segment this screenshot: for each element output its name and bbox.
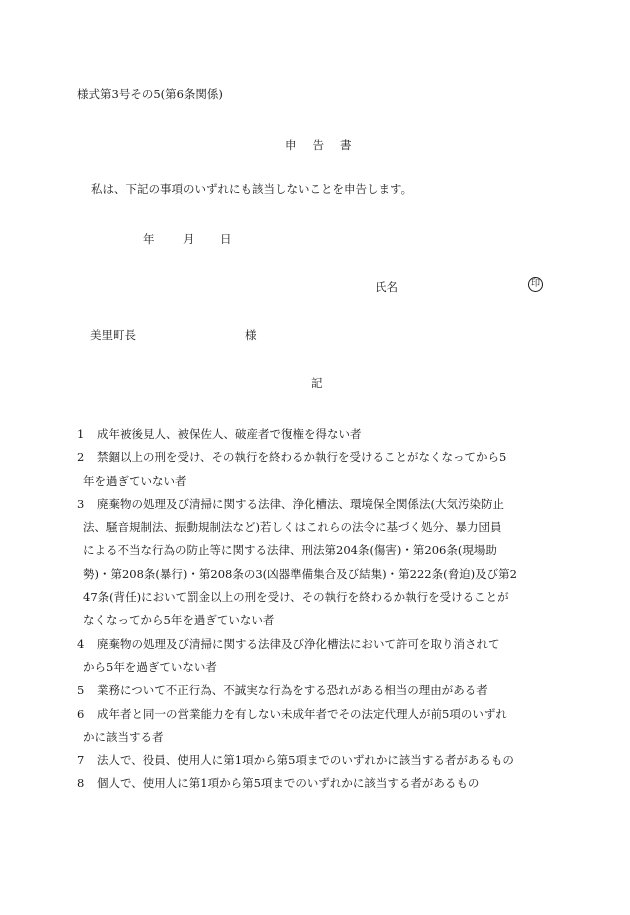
- item-number: 5: [77, 683, 85, 698]
- item-text-line: 年を過ぎていない者: [83, 473, 187, 488]
- addressee: 美里町長: [90, 328, 136, 342]
- item-number: 8: [77, 776, 85, 791]
- item-text-line: 禁錮以上の刑を受け、その執行を終わるか執行を受けることがなくなってから5: [97, 450, 507, 465]
- list-item: [77, 493, 562, 633]
- item-text: [83, 493, 562, 633]
- list-item: [77, 633, 562, 680]
- item-text-line: 成年被後見人、被保佐人、破産者で復権を得ない者: [97, 427, 362, 441]
- item-text-line: 個人で、使用人に第1項から第5項までのいずれかに該当する者があるもの: [97, 776, 480, 791]
- item-text-line: 法、騒音規制法、振動規制法など)若しくはこれらの法令に基づく処分、暴力団員: [83, 520, 502, 535]
- item-text: [97, 679, 562, 702]
- conditions-list: [77, 423, 562, 796]
- list-item: [77, 423, 562, 446]
- item-number: 2: [77, 450, 85, 465]
- item-text: [83, 446, 562, 493]
- item-text-line: 47条(背任)において罰金以上の刑を受け、その執行を終わるか執行を受けることが: [83, 590, 509, 605]
- title-char: 申: [285, 138, 299, 152]
- item-text: [97, 423, 562, 446]
- item-text-line: による不当な行為の防止等に関する法律、刑法第204条(傷害)・第206条(現場助: [83, 543, 497, 558]
- list-item: [77, 749, 562, 772]
- document-title: [285, 137, 354, 153]
- form-number: 様式第3号その5(第6条関係): [77, 87, 223, 101]
- item-number: 3: [77, 496, 85, 511]
- list-item: [77, 679, 562, 702]
- item-text-line: なくなってから5年を過ぎていない者: [83, 613, 275, 628]
- item-number: 6: [77, 706, 85, 721]
- item-number: 4: [77, 636, 85, 651]
- item-text-line: 業務について不正行為、不誠実な行為をする恐れがある相当の理由がある者: [97, 683, 488, 698]
- item-text: [97, 749, 562, 772]
- list-item: [77, 772, 562, 795]
- item-number: 7: [77, 753, 85, 768]
- honorific: 様: [245, 328, 257, 342]
- item-text-line: 成年者と同一の営業能力を有しない未成年者でその法定代理人が前5項のいずれ: [97, 706, 507, 721]
- item-text-line: かに該当する者: [83, 729, 164, 744]
- list-item: [77, 446, 562, 493]
- item-text: [83, 703, 562, 750]
- date-line: [143, 231, 232, 247]
- declaration-statement: 私は、下記の事項のいずれにも該当しないことを申告します。: [91, 182, 413, 196]
- date-month-label: 月: [183, 232, 195, 246]
- title-char: 告: [312, 138, 326, 152]
- date-year-label: 年: [143, 232, 155, 246]
- item-text-line: から5年を過ぎていない者: [83, 659, 217, 674]
- name-label: 氏名: [375, 280, 398, 294]
- item-text-line: 勢)・第208条(暴行)・第208条の3(凶器準備集合及び結集)・第222条(脅迫)及び第2: [83, 566, 517, 581]
- item-text-line: 廃棄物の処理及び清掃に関する法律、浄化槽法、環境保全関係法(大気汚染防止: [97, 496, 504, 511]
- title-char: 書: [340, 138, 354, 152]
- seal-mark-icon: 印: [528, 277, 543, 292]
- list-item: [77, 703, 562, 750]
- item-number: 1: [77, 427, 85, 441]
- item-text-line: 法人で、役員、使用人に第1項から第5項までのいずれかに該当する者があるもの: [97, 753, 514, 768]
- item-text-line: 廃棄物の処理及び清掃に関する法律及び浄化槽法において許可を取り消されて: [97, 636, 500, 651]
- ki-heading: 記: [311, 376, 323, 390]
- item-text: [83, 633, 562, 680]
- item-text: [97, 772, 562, 795]
- date-day-label: 日: [220, 232, 232, 246]
